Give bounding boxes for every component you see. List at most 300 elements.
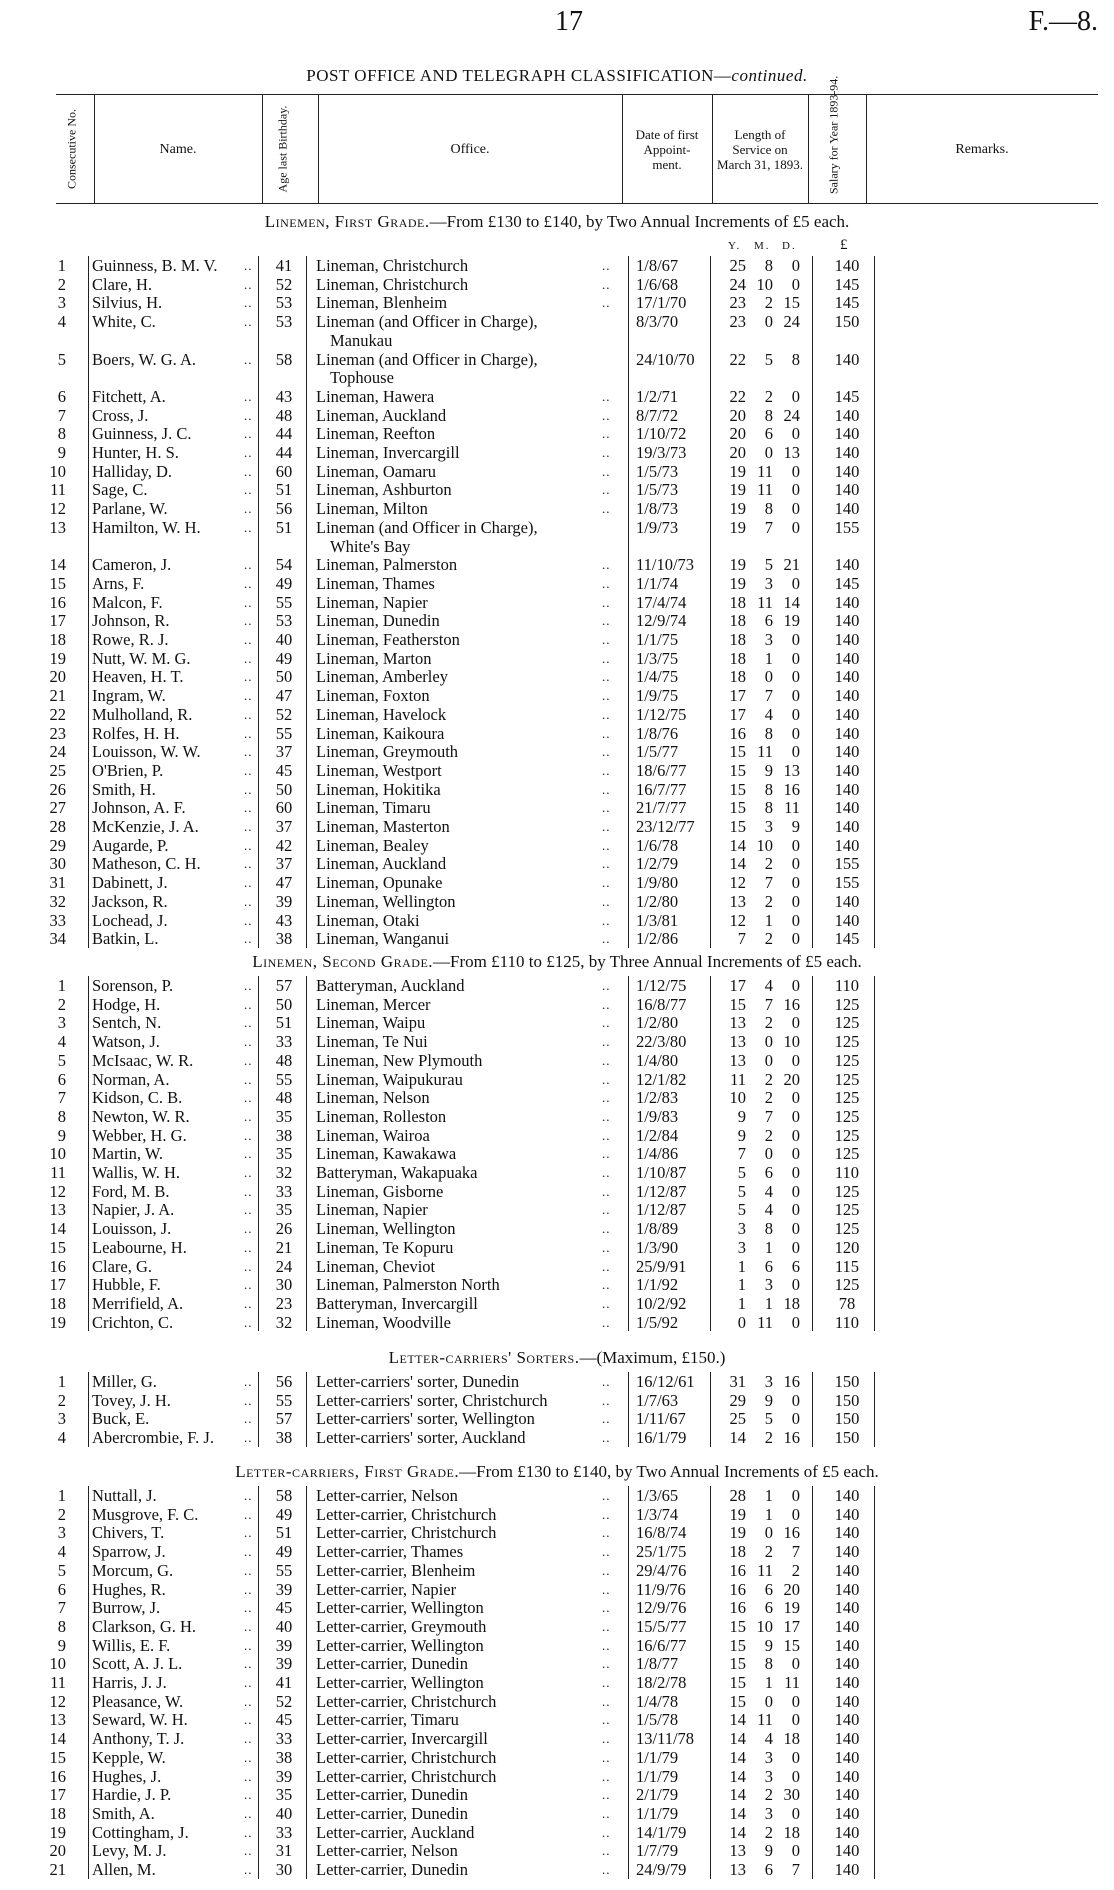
row-years: 28: [729, 1486, 746, 1505]
row-office: Lineman, Marton: [316, 648, 432, 668]
row-name: McIsaac, W. R.: [92, 1050, 194, 1070]
row-months: 11: [757, 592, 773, 612]
row-number: 16: [49, 1766, 66, 1786]
row-date: 23/12/77: [636, 817, 695, 836]
row-years: 17: [729, 686, 746, 706]
row-office: Lineman, Auckland: [316, 405, 447, 425]
row-number: 1: [57, 1372, 66, 1391]
row-age: 40: [275, 1616, 293, 1636]
row-age: 40: [275, 630, 293, 649]
row-number: 18: [49, 1293, 66, 1313]
row-years: 14: [729, 1785, 746, 1805]
row-date: 29/4/76: [636, 1560, 687, 1580]
leader-dots: ..: [602, 1411, 611, 1427]
row-years: 22: [729, 386, 746, 406]
row-office: Lineman, Palmerston North: [316, 1275, 500, 1295]
row-age: 33: [275, 1181, 293, 1201]
row-months: 1: [764, 1486, 773, 1505]
row-name: Tovey, J. H.: [92, 1390, 171, 1410]
section-title: Letter-carriers, First Grade.: [235, 1462, 460, 1481]
row-office: Letter-carrier, Nelson: [316, 1486, 458, 1505]
row-age: 35: [275, 1200, 293, 1220]
row-date: 1/8/73: [636, 499, 679, 519]
row-years: 14: [729, 1747, 746, 1767]
row-office: Batteryman, Auckland: [316, 976, 465, 995]
row-date: 1/6/78: [636, 835, 679, 855]
row-name: Buck, E.: [92, 1409, 150, 1429]
row-date: 16/6/77: [636, 1635, 687, 1655]
row-salary: 140: [834, 1579, 860, 1599]
row-months: 2: [764, 1822, 773, 1842]
row-number: 7: [57, 1088, 66, 1108]
row-name: Musgrove, F. C.: [92, 1504, 199, 1524]
row-office: Lineman (and Officer in Charge),: [316, 312, 538, 332]
row-name: McKenzie, J. A.: [92, 817, 199, 836]
row-name: Guinness, J. C.: [92, 424, 192, 444]
row-years: 5: [737, 1181, 746, 1201]
leader-dots: ..: [602, 1712, 611, 1728]
row-number: 17: [49, 1785, 66, 1805]
column-rule: [628, 256, 629, 948]
leader-dots: ..: [244, 1430, 253, 1446]
row-years: 15: [729, 760, 746, 780]
row-number: 18: [49, 630, 66, 649]
row-months: 11: [757, 1710, 773, 1730]
row-age: 39: [275, 1579, 293, 1599]
row-days: 18: [783, 1729, 800, 1749]
row-days: 17: [783, 1616, 800, 1636]
leader-dots: ..: [244, 1165, 253, 1180]
row-number: 15: [49, 573, 66, 593]
row-age: 53: [275, 611, 293, 631]
row-name: Ingram, W.: [92, 686, 166, 706]
leader-dots: ..: [602, 912, 611, 928]
row-number: 15: [49, 1237, 66, 1257]
row-days: 24: [783, 312, 800, 332]
row-name: Augarde, P.: [92, 835, 169, 855]
row-months: 6: [764, 611, 773, 631]
row-office: Lineman, Bealey: [316, 835, 429, 855]
row-office: Lineman, Rolleston: [316, 1106, 447, 1126]
row-date: 1/3/65: [636, 1486, 679, 1505]
row-age: 55: [275, 1069, 293, 1089]
section-title: Linemen, Second Grade.: [252, 952, 434, 971]
row-age: 49: [275, 573, 293, 593]
row-age: 43: [275, 386, 293, 406]
row-age: 51: [275, 1523, 293, 1543]
row-date: 1/5/73: [636, 480, 679, 500]
row-name: Burrow, J.: [92, 1598, 161, 1618]
leader-dots: ..: [602, 1805, 611, 1821]
leader-dots: ..: [602, 650, 611, 666]
row-days: 19: [783, 1598, 800, 1618]
row-salary: 140: [834, 592, 860, 612]
row-years: 16: [729, 1598, 746, 1618]
row-office: Lineman, Hokitika: [316, 779, 441, 799]
row-name: Smith, H.: [92, 779, 156, 799]
row-years: 18: [729, 1542, 746, 1562]
leader-dots: ..: [602, 893, 611, 909]
row-name: Hughes, R.: [92, 1579, 166, 1599]
column-rule: [258, 1486, 259, 1879]
row-name: Leabourne, H.: [92, 1237, 187, 1257]
leader-dots: ..: [602, 1768, 611, 1784]
row-number: 11: [50, 1673, 66, 1692]
row-date: 1/8/76: [636, 723, 679, 743]
column-rule: [874, 1486, 875, 1879]
row-number: 5: [57, 1560, 66, 1580]
row-days: 0: [791, 1710, 800, 1730]
row-salary: 145: [834, 274, 860, 294]
row-age: 55: [275, 592, 293, 612]
row-days: 0: [791, 686, 800, 706]
leader-dots: ..: [602, 1675, 611, 1690]
row-name: Ford, M. B.: [92, 1181, 170, 1201]
row-number: 2: [57, 1390, 66, 1410]
row-office: Letter-carrier, Dunedin: [316, 1654, 469, 1674]
leader-dots: ..: [244, 557, 253, 573]
leader-dots: ..: [244, 669, 253, 685]
row-salary: 155: [834, 854, 860, 874]
row-years: 14: [729, 1710, 746, 1730]
row-age: 53: [275, 293, 293, 313]
row-salary: 140: [834, 480, 860, 500]
row-number: 5: [57, 1050, 66, 1070]
row-number: 4: [57, 1428, 66, 1448]
row-age: 49: [275, 1542, 293, 1562]
row-name: Guinness, B. M. V.: [92, 256, 218, 275]
leader-dots: ..: [602, 1824, 611, 1840]
row-date: 11/9/76: [636, 1579, 686, 1599]
row-number: 3: [57, 293, 66, 313]
leader-dots: ..: [244, 1675, 253, 1690]
row-salary: 150: [834, 1390, 860, 1410]
leader-dots: ..: [244, 1183, 253, 1199]
row-days: 0: [791, 1106, 800, 1126]
leader-dots: ..: [602, 1600, 611, 1616]
row-years: 7: [737, 929, 746, 949]
row-office: Lineman, Wanganui: [316, 929, 450, 949]
row-months: 5: [764, 555, 773, 575]
row-date: 1/6/68: [636, 274, 679, 294]
row-days: 0: [791, 1181, 800, 1201]
row-salary: 140: [834, 1822, 860, 1842]
row-salary: 125: [834, 1106, 860, 1126]
row-date: 1/1/75: [636, 630, 679, 649]
leader-dots: ..: [244, 893, 253, 909]
row-office: Letter-carrier, Christchurch: [316, 1766, 497, 1786]
row-days: 16: [783, 1428, 800, 1448]
leader-dots: ..: [602, 295, 611, 311]
section-title: Linemen, First Grade.: [264, 212, 430, 231]
row-name: Sorenson, P.: [92, 976, 174, 995]
row-office: Lineman, Timaru: [316, 798, 431, 818]
row-age: 56: [275, 1372, 293, 1391]
row-office: Lineman, Foxton: [316, 686, 430, 706]
row-years: 17: [729, 704, 746, 724]
leader-dots: ..: [244, 295, 253, 311]
section-heading: [0, 952, 1114, 972]
leader-dots: ..: [244, 1090, 253, 1106]
row-days: 0: [791, 742, 800, 762]
row-age: 31: [275, 1841, 293, 1861]
row-years: 15: [729, 742, 746, 762]
column-rule: [306, 256, 307, 948]
row-age: 53: [275, 312, 293, 332]
row-months: 4: [764, 1181, 773, 1201]
row-name: Kepple, W.: [92, 1747, 166, 1767]
row-number: 6: [57, 1579, 66, 1599]
row-age: 45: [275, 1710, 293, 1730]
row-months: 3: [764, 1747, 773, 1767]
leader-dots: ..: [602, 1071, 611, 1087]
row-days: 21: [783, 555, 800, 575]
row-date: 1/3/90: [636, 1237, 679, 1257]
row-salary: 140: [834, 405, 860, 425]
leader-dots: ..: [602, 1544, 611, 1560]
row-name: Malcon, F.: [92, 592, 163, 612]
row-salary: 140: [834, 1691, 860, 1711]
row-number: 5: [57, 349, 66, 369]
header-age: Age last Birthday.: [275, 105, 290, 193]
leader-dots: ..: [602, 1277, 611, 1293]
row-months: 8: [764, 499, 773, 519]
row-salary: 125: [834, 1069, 860, 1089]
row-age: 43: [275, 910, 293, 930]
header-name: Name.: [159, 141, 197, 157]
row-age: 48: [275, 405, 293, 425]
row-salary: 140: [834, 723, 860, 743]
column-rule: [306, 976, 307, 1331]
row-days: 0: [791, 1312, 800, 1332]
leader-dots: ..: [602, 1015, 611, 1031]
row-office: Lineman, Kawakawa: [316, 1144, 457, 1164]
row-salary: 140: [834, 1747, 860, 1767]
row-days: 0: [791, 386, 800, 406]
section-heading: [0, 1348, 1114, 1368]
row-age: 56: [275, 499, 293, 519]
row-age: 60: [275, 798, 293, 818]
row-days: 16: [783, 994, 800, 1014]
row-months: 0: [764, 1691, 773, 1711]
column-rule: [710, 1486, 711, 1879]
row-number: 28: [49, 817, 66, 836]
leader-dots: ..: [602, 1221, 611, 1237]
row-number: 8: [57, 424, 66, 444]
row-name: Matheson, C. H.: [92, 854, 201, 874]
row-days: 0: [791, 499, 800, 519]
row-name: Johnson, A. F.: [92, 798, 186, 818]
leader-dots: ..: [602, 1506, 611, 1522]
row-office: Letter-carrier, Nelson: [316, 1841, 458, 1861]
row-days: 0: [791, 1163, 800, 1182]
row-salary: 140: [834, 1598, 860, 1618]
row-salary: 145: [834, 386, 860, 406]
row-number: 33: [49, 910, 66, 930]
row-number: 19: [49, 648, 66, 668]
row-months: 2: [764, 1428, 773, 1448]
row-days: 0: [791, 461, 800, 481]
row-years: 13: [729, 1050, 746, 1070]
row-months: 5: [764, 1409, 773, 1429]
row-office: Lineman, Gisborne: [316, 1181, 444, 1201]
row-months: 8: [764, 1654, 773, 1674]
row-number: 14: [49, 1219, 66, 1239]
row-office-continued: Manukau: [330, 330, 393, 350]
leader-dots: ..: [244, 1600, 253, 1616]
leader-dots: ..: [602, 463, 611, 479]
row-years: 15: [729, 1691, 746, 1711]
row-office: Lineman, Milton: [316, 499, 428, 519]
leader-dots: ..: [602, 1656, 611, 1672]
page-title: POST OFFICE AND TELEGRAPH CLASSIFICATION—continued.: [306, 66, 808, 85]
row-salary: 140: [834, 910, 860, 930]
leader-dots: ..: [244, 1127, 253, 1143]
row-date: 10/2/92: [636, 1293, 687, 1313]
row-days: 11: [784, 798, 800, 818]
header-office: Office.: [450, 141, 490, 157]
row-age: 35: [275, 1106, 293, 1126]
row-months: 11: [757, 742, 773, 762]
row-office: Letter-carriers' sorter, Wellington: [316, 1409, 535, 1429]
row-days: 20: [783, 1579, 800, 1599]
row-date: 17/4/74: [636, 592, 687, 612]
row-name: Batkin, L.: [92, 929, 159, 949]
column-rule: [88, 976, 89, 1331]
leader-dots: ..: [244, 1768, 253, 1784]
row-months: 6: [764, 1163, 773, 1182]
row-number: 12: [49, 1691, 66, 1711]
row-age: 33: [275, 1032, 293, 1052]
row-days: 0: [791, 723, 800, 743]
row-months: 2: [764, 891, 773, 911]
row-age: 39: [275, 1654, 293, 1674]
row-number: 8: [57, 1616, 66, 1636]
row-days: 14: [783, 592, 800, 612]
row-salary: 125: [834, 994, 860, 1014]
row-date: 1/12/87: [636, 1200, 687, 1220]
row-office: Lineman, Westport: [316, 760, 442, 780]
leader-dots: ..: [244, 407, 253, 423]
row-date: 22/3/80: [636, 1032, 687, 1052]
leader-dots: ..: [244, 445, 253, 460]
row-office: Letter-carrier, Wellington: [316, 1635, 484, 1655]
row-years: 25: [729, 256, 746, 275]
row-years: 14: [729, 1822, 746, 1842]
row-salary: 140: [834, 1504, 860, 1524]
row-name: Rolfes, H. H.: [92, 723, 180, 743]
row-date: 1/4/80: [636, 1050, 679, 1070]
row-number: 9: [57, 1125, 66, 1145]
row-days: 0: [791, 1747, 800, 1767]
column-rule: [710, 1372, 711, 1447]
leader-dots: ..: [244, 1034, 253, 1050]
leader-dots: ..: [244, 1221, 253, 1237]
row-years: 0: [737, 1312, 746, 1332]
row-days: 0: [791, 835, 800, 855]
row-years: 19: [729, 573, 746, 593]
row-salary: 110: [834, 1312, 860, 1332]
leader-dots: ..: [244, 800, 253, 816]
row-salary: 140: [834, 1729, 860, 1749]
row-salary: 140: [834, 760, 860, 780]
row-years: 14: [729, 1766, 746, 1786]
leader-dots: ..: [244, 1787, 253, 1803]
row-salary: 125: [834, 1013, 860, 1033]
row-salary: 115: [834, 1256, 860, 1276]
row-number: 9: [57, 443, 66, 462]
leader-dots: ..: [244, 1618, 253, 1634]
row-date: 1/12/75: [636, 704, 687, 724]
row-date: 11/10/73: [636, 555, 695, 575]
row-name: Newton, W. R.: [92, 1106, 190, 1126]
leader-dots: ..: [602, 1562, 611, 1578]
row-years: 29: [729, 1390, 746, 1410]
leader-dots: ..: [244, 1862, 253, 1877]
row-days: 0: [791, 1088, 800, 1108]
section-description: —From £110 to £125, by Three Annual Increments of £5 each.: [433, 952, 862, 971]
row-years: 19: [729, 499, 746, 519]
row-office: Letter-carrier, Wellington: [316, 1673, 484, 1692]
leader-dots: ..: [602, 1090, 611, 1106]
leader-dots: ..: [244, 1108, 253, 1124]
row-months: 4: [764, 976, 773, 995]
row-days: 0: [791, 1275, 800, 1295]
leader-dots: ..: [602, 1731, 611, 1747]
leader-dots: ..: [602, 1052, 611, 1068]
row-salary: 155: [834, 873, 860, 893]
row-name: Wallis, W. H.: [92, 1163, 181, 1182]
row-name: Hodge, H.: [92, 994, 161, 1014]
row-years: 19: [729, 555, 746, 575]
row-date: 1/3/74: [636, 1504, 679, 1524]
row-salary: 140: [834, 1710, 860, 1730]
row-months: 11: [757, 1560, 773, 1580]
row-years: 15: [729, 779, 746, 799]
row-age: 44: [275, 424, 293, 444]
leader-dots: ..: [244, 314, 253, 330]
row-name: Lochead, J.: [92, 910, 168, 930]
row-months: 3: [764, 1766, 773, 1786]
row-days: 18: [783, 1822, 800, 1842]
leader-dots: ..: [244, 1525, 253, 1541]
row-days: 13: [783, 760, 800, 780]
section-description: —(Maximum, £150.): [579, 1348, 726, 1367]
row-salary: 140: [834, 891, 860, 911]
row-days: 0: [791, 256, 800, 275]
row-days: 16: [783, 1523, 800, 1543]
leader-dots: ..: [602, 819, 611, 834]
row-days: 0: [791, 891, 800, 911]
row-name: Hardie, J. P.: [92, 1785, 172, 1805]
row-age: 37: [275, 817, 293, 836]
row-name: O'Brien, P.: [92, 760, 164, 780]
row-years: 12: [729, 910, 746, 930]
row-days: 0: [791, 873, 800, 893]
row-name: Silvius, H.: [92, 293, 163, 313]
row-months: 1: [764, 1504, 773, 1524]
row-months: 2: [764, 1013, 773, 1033]
row-date: 1/8/67: [636, 256, 679, 275]
row-months: 0: [764, 1050, 773, 1070]
row-date: 1/7/79: [636, 1841, 679, 1861]
leader-dots: ..: [244, 1693, 253, 1709]
column-rule: [628, 1372, 629, 1447]
row-days: 0: [791, 1219, 800, 1239]
row-name: Hubble, F.: [92, 1275, 161, 1295]
row-office: Letter-carrier, Napier: [316, 1579, 457, 1599]
row-years: 3: [737, 1237, 746, 1257]
